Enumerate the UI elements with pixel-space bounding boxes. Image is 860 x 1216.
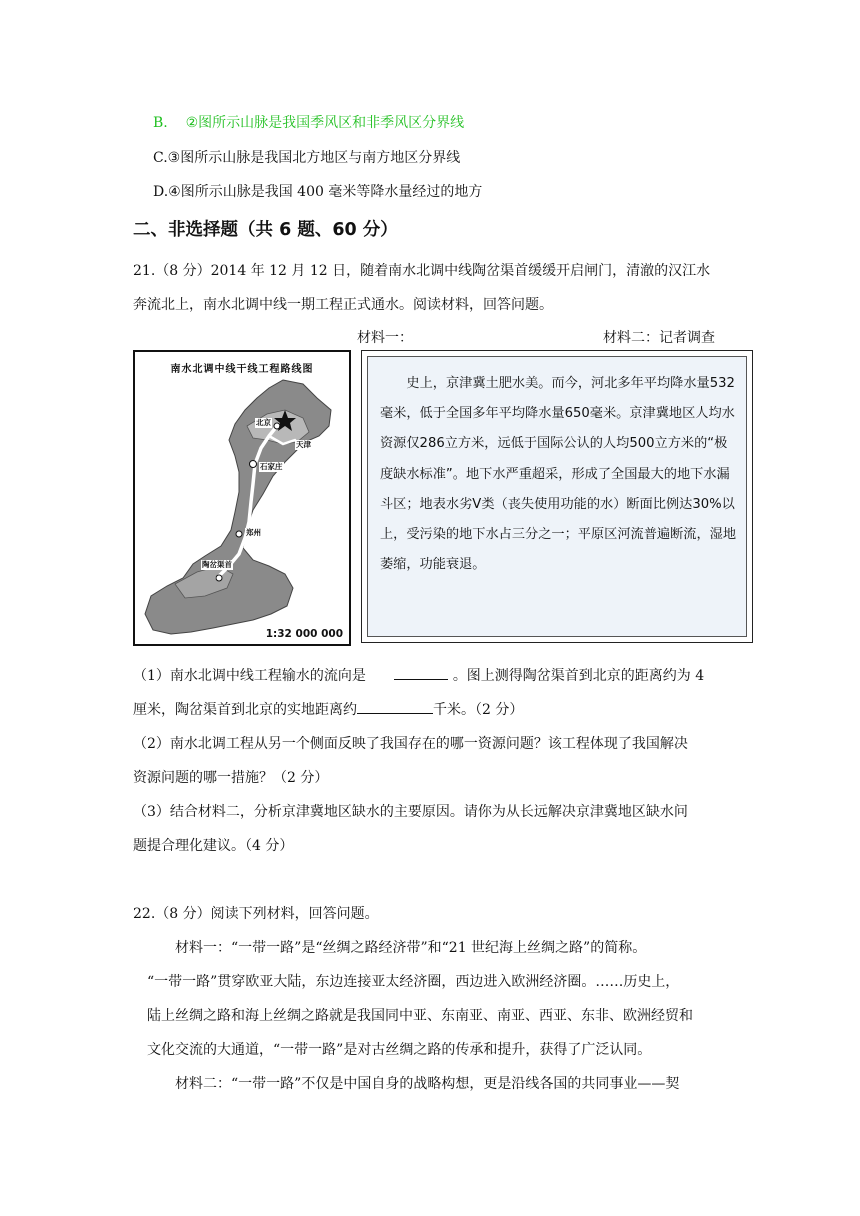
route-map [133, 350, 351, 646]
material1-label: 材料一： [357, 330, 413, 346]
q22-m1-line2: “一带一路”贯穿欧亚大陆，东边连接亚太经济圈，西边进入欧洲经济圈。……历史上， [147, 974, 680, 990]
q21-sub3-line2: 题提合理化建议。（4 分） [133, 838, 294, 854]
q21-sub1-d: 千米。（2 分） [433, 702, 524, 718]
q21-sub2-line1: （2）南水北调工程从另一个侧面反映了我国存在的哪一资源问题？该工程体现了我国解决 [133, 736, 688, 752]
option-b-letter: B. [153, 115, 168, 131]
material2-box [361, 350, 753, 643]
option-b [153, 112, 464, 132]
q22-m1-line3: 陆上丝绸之路和海上丝绸之路就是我国同中亚、东南亚、南亚、西亚、东非、欧洲经贸和 [147, 1008, 693, 1024]
map-graphic [135, 352, 349, 644]
answer-blank-distance[interactable] [357, 699, 433, 714]
q21-sub1-line1 [133, 665, 704, 685]
q21-sub3-line1: （3）结合材料二，分析京津冀地区缺水的主要原因。请你为从长远解决京津冀地区缺水问 [133, 804, 688, 820]
map-title: 南水北调中线干线工程路线图 [170, 364, 314, 375]
q22-m1-line4: 文化交流的大通道，“一带一路”是对古丝绸之路的传承和提升，获得了广泛认同。 [147, 1042, 652, 1058]
q22-m2-line1: 材料二：“一带一路”不仅是中国自身的战略构想，更是沿线各国的共同事业——契 [175, 1076, 680, 1092]
q21-intro-line2: 奔流北上，南水北调中线一期工程正式通水。阅读材料，回答问题。 [133, 297, 553, 313]
material2-label: 材料二：记者调查 [603, 330, 715, 346]
q22-m1-line1: 材料一：“一带一路”是“丝绸之路经济带”和“21 世纪海上丝绸之路”的简称。 [175, 940, 647, 956]
q21-intro-line1: 21.（8 分）2014 年 12 月 12 日，随着南水北调中线陶岔渠首缓缓开启闸门，清澈的汉江水 [133, 263, 711, 279]
material2-text: 史上，京津冀土肥水美。而今，河北多年平均降水量532毫米，低于全国多年平均降水量650毫米。京津冀地区人均水资源仅286立方米，远低于国际公认的人均500立方米的“极度缺水标准”。地下水严重超采，形成了全国最大的地下水漏斗区；地表水劣V类（丧失使用功能的水）断面比例达30%以上，受污染的地下水占三分之一；平原区河流普遍断流，湿地萎缩，功能衰退。 [380, 376, 737, 573]
label-taocha: 陶岔渠首 [202, 560, 232, 569]
label-zhengzhou: 郑州 [246, 528, 261, 537]
section-heading: 二、非选择题（共 6 题、60 分） [133, 220, 398, 240]
material2-inner [367, 356, 747, 637]
map-scale: 1:32 000 000 [265, 628, 343, 640]
option-c: C.③图所示山脉是我国北方地区与南方地区分界线 [153, 150, 461, 166]
option-d: D.④图所示山脉是我国 400 毫米等降水量经过的地方 [153, 184, 483, 200]
label-tianjin: 天津 [296, 440, 311, 449]
q21-sub2-line2: 资源问题的哪一措施？（2 分） [133, 770, 329, 786]
answer-blank-direction[interactable] [394, 665, 448, 680]
q21-sub1-c: 厘米，陶岔渠首到北京的实地距离约 [133, 702, 357, 718]
q22-intro: 22.（8 分）阅读下列材料，回答问题。 [133, 906, 379, 922]
label-beijing: 北京 [256, 418, 271, 427]
q21-sub1-line2 [133, 699, 523, 719]
option-b-text: ②图所示山脉是我国季风区和非季风区分界线 [185, 115, 465, 131]
label-shijiazhuang: 石家庄 [260, 462, 283, 471]
q21-sub1-b: 。图上测得陶岔渠首到北京的距离约为 4 [452, 668, 705, 684]
q21-sub1-a: （1）南水北调中线工程输水的流向是 [133, 668, 366, 684]
